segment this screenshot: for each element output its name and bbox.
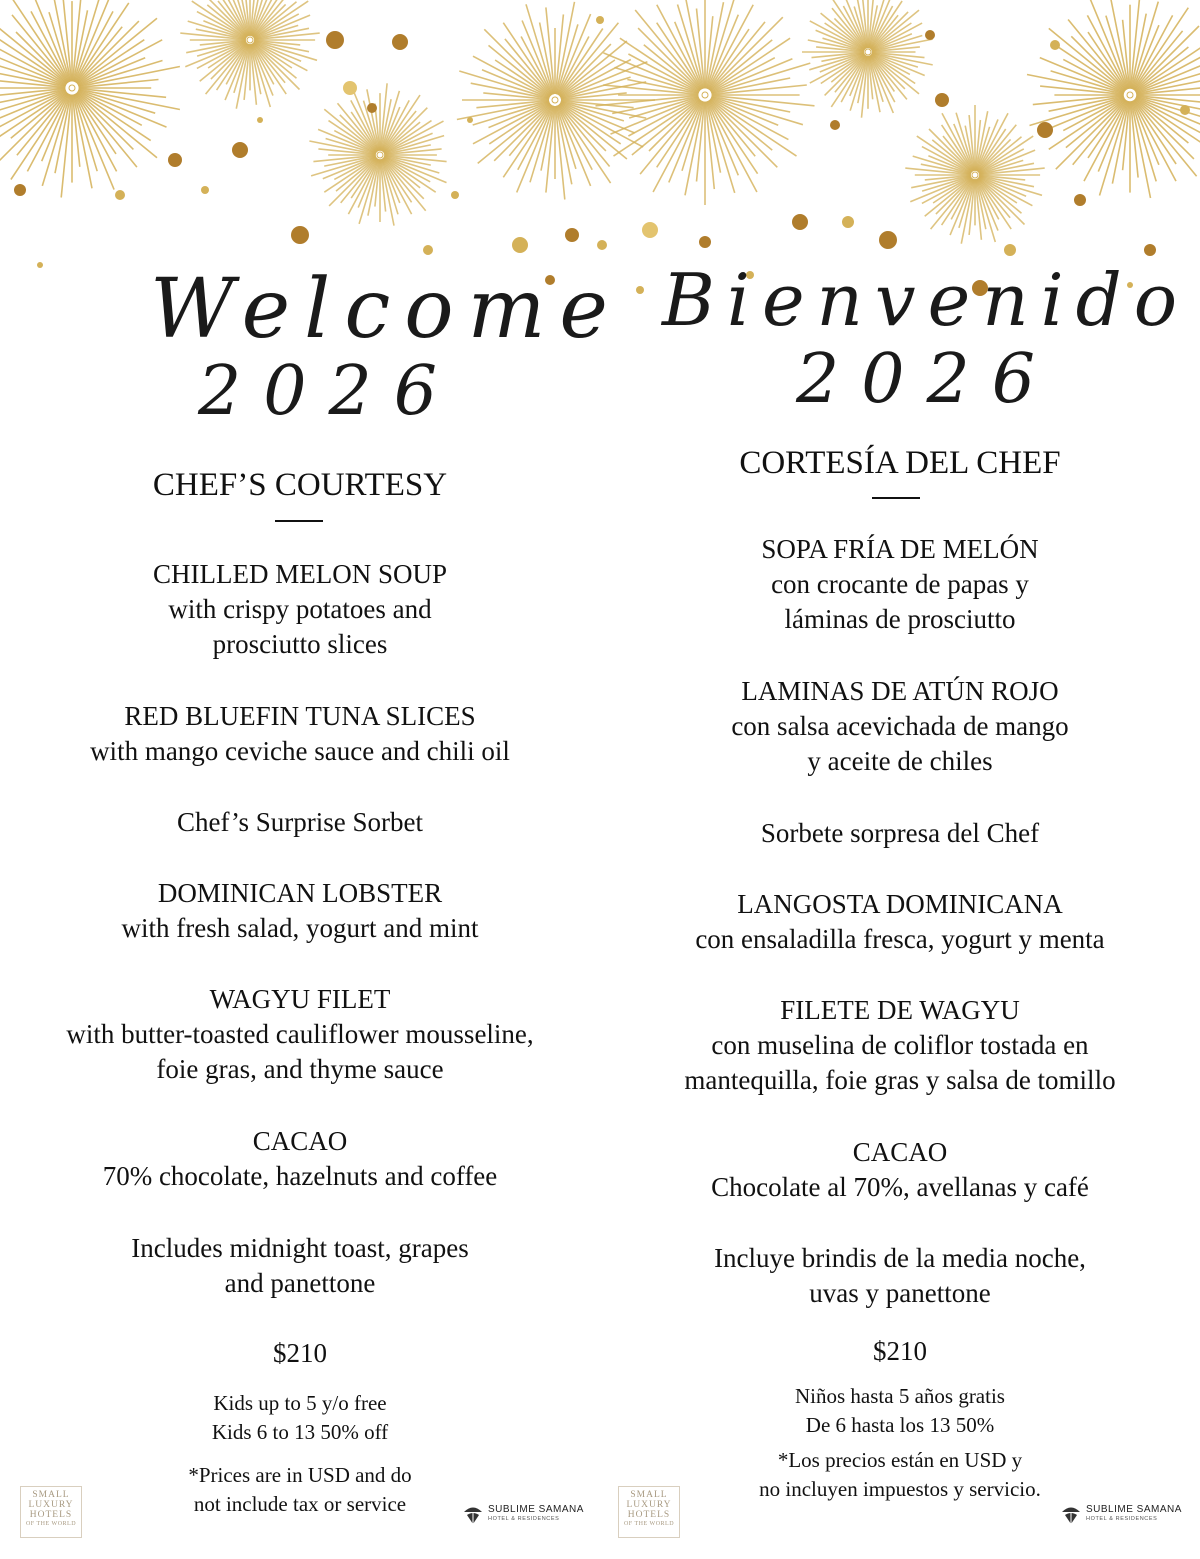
sublime-samana-tagline: HOTEL & RESIDENCES xyxy=(1086,1516,1158,1522)
bienvenido-year: 2026 xyxy=(796,340,1058,419)
dish-name: CACAO xyxy=(852,1137,948,1167)
dish-name: LAMINAS DE ATÚN ROJO xyxy=(741,676,1059,706)
sublime-samana-logo xyxy=(1060,1502,1180,1528)
slh-line: LUXURY xyxy=(626,1500,672,1510)
dish-name: LANGOSTA DOMINICANA xyxy=(737,889,1063,919)
price: $210 xyxy=(273,1338,327,1368)
dish-cacao-es xyxy=(600,1135,1200,1205)
slh-logo xyxy=(20,1486,82,1538)
welcome-script-title: Welcome xyxy=(150,262,622,357)
dish-wagyu xyxy=(0,982,600,1087)
dish-name: Sorbete sorpresa del Chef xyxy=(760,818,1040,848)
slh-line: SMALL xyxy=(32,1490,70,1500)
bienvenido-script-title: Bienvenido xyxy=(662,258,1190,342)
kids-pricing: Kids up to 5 y/o free Kids 6 to 13 50% off xyxy=(211,1391,389,1444)
ninos-precio: Niños hasta 5 años gratis De 6 hasta los 13 50% xyxy=(795,1384,1005,1437)
dish-atun xyxy=(600,674,1200,779)
sublime-samana-logo xyxy=(462,1502,582,1528)
heading-divider xyxy=(872,497,920,499)
dish-sopa-melon xyxy=(600,532,1200,637)
dish-name: Chef’s Surprise Sorbet xyxy=(177,807,423,837)
slh-line: HOTELS xyxy=(29,1510,73,1520)
dish-description: 70% chocolate, hazelnuts and coffee xyxy=(102,1161,498,1191)
slh-line: HOTELS xyxy=(627,1510,671,1520)
dish-name: RED BLUEFIN TUNA SLICES xyxy=(124,701,476,731)
slh-logo xyxy=(618,1486,680,1538)
slh-line: LUXURY xyxy=(28,1500,74,1510)
dish-name: SOPA FRÍA DE MELÓN xyxy=(761,534,1039,564)
precio: $210 xyxy=(873,1336,927,1366)
dish-lobster xyxy=(0,876,600,946)
sublime-samana-icon xyxy=(1060,1504,1082,1526)
dish-sorbet xyxy=(0,805,600,840)
dish-description: with crispy potatoes and prosciutto slices xyxy=(168,594,432,659)
sublime-samana-name: SUBLIME SAMANA xyxy=(488,1504,584,1515)
heading-divider xyxy=(275,520,323,522)
welcome-year: 2026 xyxy=(198,352,460,431)
dish-name: CACAO xyxy=(252,1126,348,1156)
dish-filete-wagyu xyxy=(600,993,1200,1098)
dish-melon-soup xyxy=(0,557,600,662)
dish-description: con ensaladilla fresca, yogurt y menta xyxy=(695,924,1105,954)
dish-description: con muselina de coliflor tostada en mantequilla, foie gras y salsa de tomillo xyxy=(684,1030,1116,1095)
slh-line: OF THE WORLD xyxy=(25,1521,77,1527)
nota-impuestos: *Los precios están en USD y no incluyen impuestos y servicio. xyxy=(759,1448,1041,1501)
dish-description: with fresh salad, yogurt and mint xyxy=(121,913,479,943)
dish-name: DOMINICAN LOBSTER xyxy=(157,878,443,908)
incluye-text: Incluye brindis de la media noche, uvas y panettone xyxy=(714,1243,1086,1308)
dish-description: con crocante de papas y láminas de prosciutto xyxy=(771,569,1029,634)
dish-description: with mango ceviche sauce and chili oil xyxy=(90,736,510,766)
dish-tuna xyxy=(0,699,600,769)
slh-line: OF THE WORLD xyxy=(623,1521,675,1527)
includes-text: Includes midnight toast, grapes and panettone xyxy=(131,1233,469,1298)
cortesia-del-chef-heading: CORTESÍA DEL CHEF xyxy=(739,445,1061,481)
dish-name: CHILLED MELON SOUP xyxy=(153,559,447,589)
dish-description: con salsa acevichada de mango y aceite de chiles xyxy=(731,711,1069,776)
dish-cacao xyxy=(0,1124,600,1194)
chefs-courtesy-heading: CHEF’S COURTESY xyxy=(152,467,448,503)
sublime-samana-name: SUBLIME SAMANA xyxy=(1086,1504,1182,1515)
dish-sorbete xyxy=(600,816,1200,851)
dish-name: FILETE DE WAGYU xyxy=(780,995,1020,1025)
tax-note: *Prices are in USD and do not include tax or service xyxy=(188,1463,412,1516)
dish-description: Chocolate al 70%, avellanas y café xyxy=(711,1172,1089,1202)
dish-langosta xyxy=(600,887,1200,957)
dish-description: with butter-toasted cauliflower mousseline, foie gras, and thyme sauce xyxy=(66,1019,534,1084)
slh-line: SMALL xyxy=(630,1490,668,1500)
spanish-menu xyxy=(600,0,1200,1559)
sublime-samana-tagline: HOTEL & RESIDENCES xyxy=(488,1516,560,1522)
sublime-samana-icon xyxy=(462,1504,484,1526)
dish-name: WAGYU FILET xyxy=(209,984,391,1014)
